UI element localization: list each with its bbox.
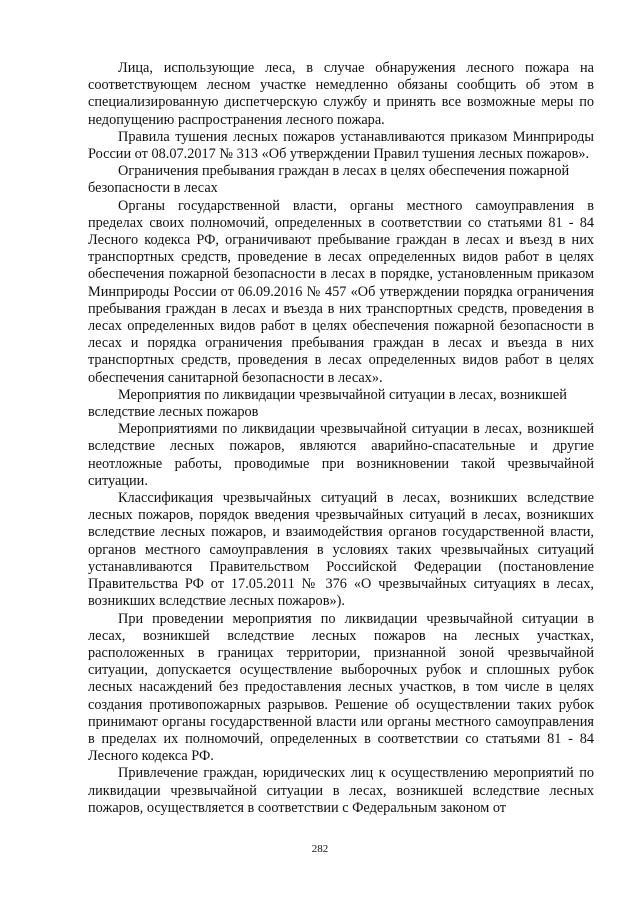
paragraph-duty-to-report: Лица, использующие леса, в случае обнаружения лесного пожара на соответствующем лесном участке немедленно обязаны сообщить об этом в специализированную диспетчерскую службу и принять все возможные меры по недопущению распространения лесного пожара. (88, 60, 594, 128)
page-number: 282 (311, 843, 329, 855)
section-heading-access-restrictions: Ограничения пребывания граждан в лесах в целях обеспечения пожарной безопасности в лесах (88, 163, 570, 197)
paragraph-citizen-involvement: Привлечение граждан, юридических лиц к осуществлению мероприятий по ликвидации чрезвычайной ситуации в лесах, возникшей вследствие лесных пожаров, осуществляется в соответствии с Федеральным законом от (88, 765, 594, 816)
section-heading-emergency-measures: Мероприятия по ликвидации чрезвычайной ситуации в лесах, возникшей вследствие лесных пожаров (88, 386, 567, 421)
paragraph-emergency-measures: Мероприятиями по ликвидации чрезвычайной ситуации в лесах, возникшей вследствие лесных пожаров, являются аварийно-спасательные и другие неотложные работы, проводимые при возникновении такой чрезвычайной ситуации. (88, 421, 594, 489)
paragraph-emergency-logging: При проведении мероприятия по ликвидации чрезвычайной ситуации в лесах, возникшей вследствие лесных пожаров на лесных участках, расположенных в границах территории, признанной зоной чрезвычайной ситуации, допускается осуществление выборочных рубок и сплошных рубок лесных насаждений без предоставления лесных участков, в том числе в целях создания противопожарных разрывов. Решение об осуществлении таких рубок принимают органы государственной власти или органы местного самоуправления в пределах их полномочий, определенных в соответствии со статьями 81 - 84 Лесного кодекса РФ. (88, 610, 594, 765)
paragraph-firefighting-rules: Правила тушения лесных пожаров устанавливаются приказом Минприроды России от 08.07.2017 № 313 «Об утверждении Правил тушения лесных пожаров». (88, 128, 594, 163)
document-body (88, 60, 594, 817)
paragraph-emergency-classification: Классификация чрезвычайных ситуаций в лесах, возникших вследствие лесных пожаров, порядок введения чрезвычайных ситуаций в лесах, возникших вследствие лесных пожаров, и взаимодействия органов государственной власти, органов местного самоуправления в условиях таких чрезвычайных ситуаций устанавливаются Правительством Российской Федерации (постановление Правительства РФ от 17.05.2011 № 376 «О чрезвычайных ситуациях в лесах, возникших вследствие лесных пожаров»). (88, 490, 594, 610)
paragraph-access-restrictions: Органы государственной власти, органы местного самоуправления в пределах своих полномочий, определенных в соответствии со статьями 81 - 84 Лесного кодекса РФ, ограничивают пребывание граждан в лесах и въезд в них транспортных средств, проведение в лесах определенных видов работ в целях обеспечения пожарной безопасности в лесах в порядке, установленным приказом Минприроды России от 06.09.2016 № 457 «Об утверждении порядка ограничения пребывания граждан в лесах и въезда в них транспортных средств, проведения в лесах определенных видов работ в целях обеспечения пожарной безопасности в лесах и порядка ограничения пребывания граждан в лесах и въезда в них транспортных средств, проведения в лесах определенных видов работ в целях обеспечения санитарной безопасности в лесах». (88, 197, 594, 386)
